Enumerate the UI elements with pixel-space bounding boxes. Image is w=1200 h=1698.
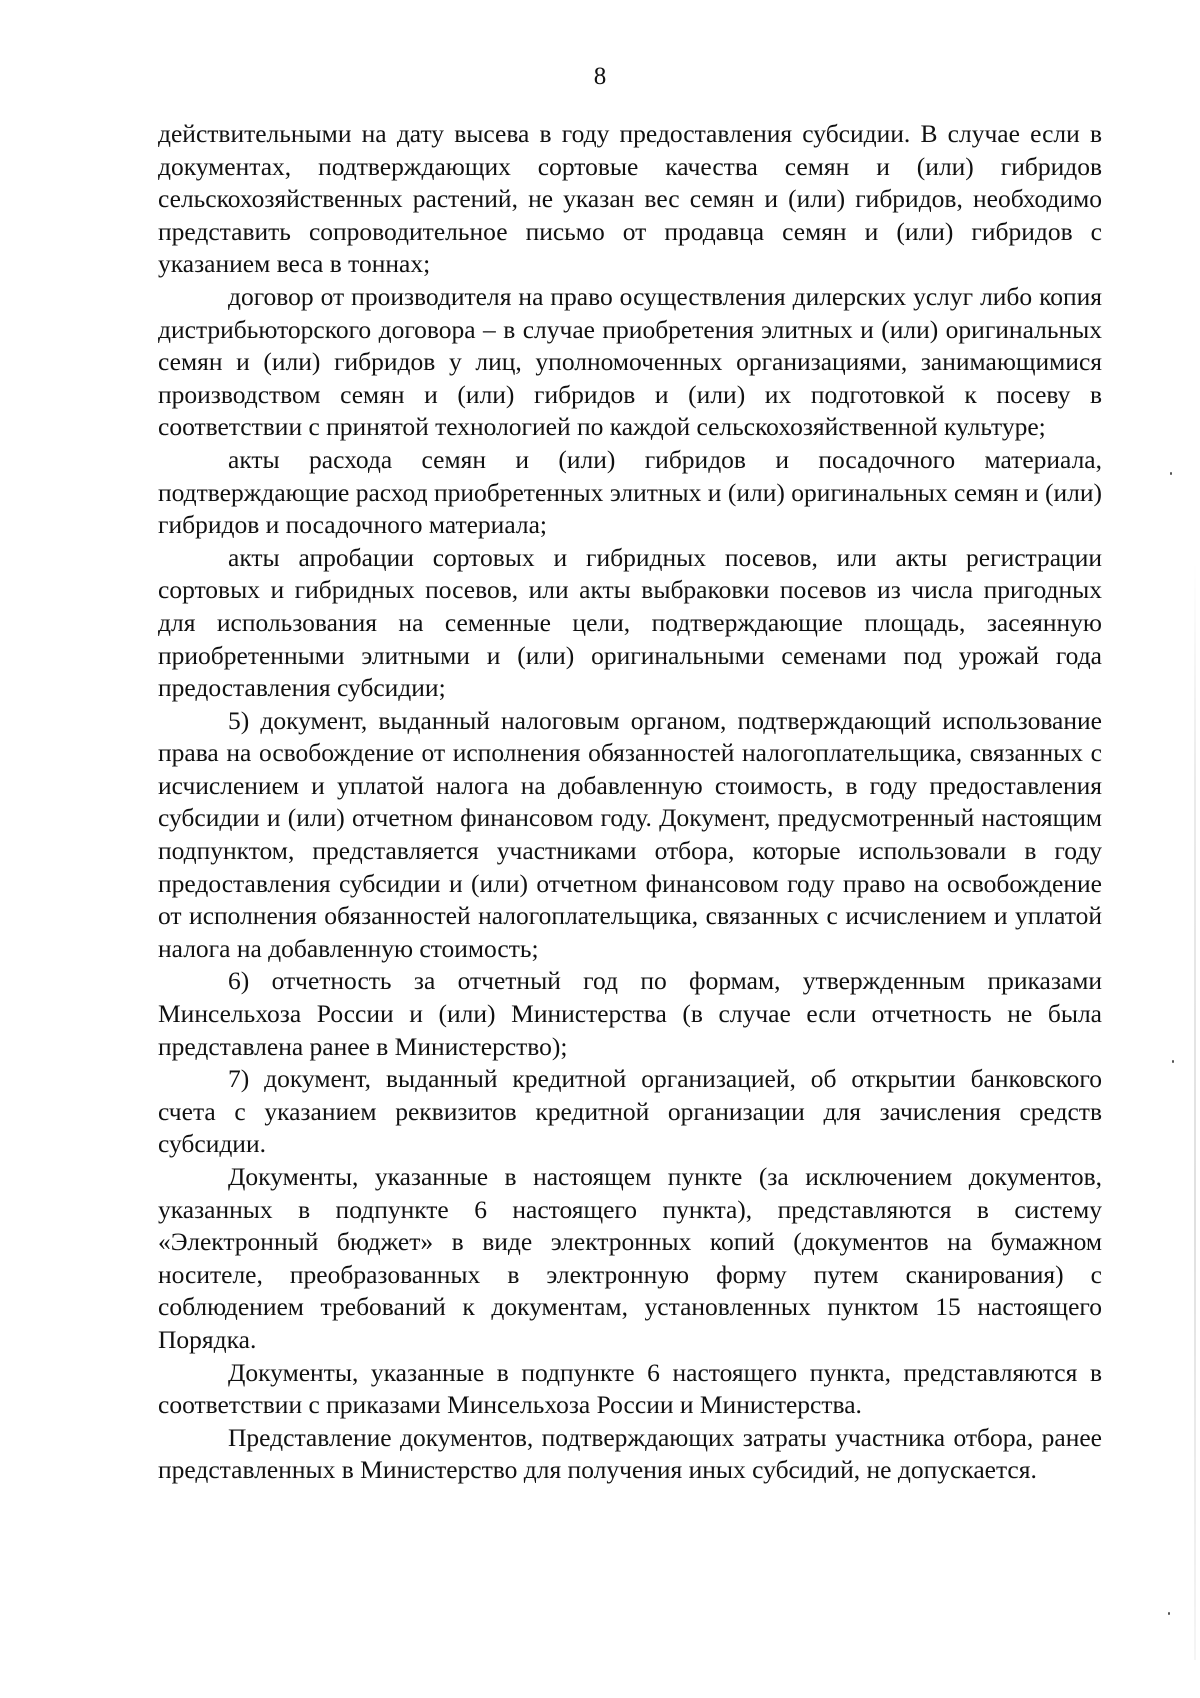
scan-edge-shadow: [1194, 560, 1196, 1660]
scan-speck: [1168, 1612, 1170, 1615]
paragraph-electronic-budget: Документы, указанные в настоящем пункте (за исключением документов, указанных в подпункте 6 настоящего пункта), представляются в систему «Электронный бюджет» в виде электронных копий (документов на бумажном носителе, преобразованных в электронную форму путем сканирования) с соблюдением требований к документам, установленных пунктом 15 настоящего Порядка.: [158, 1162, 1102, 1354]
paragraph-item-6: 6) отчетность за отчетный год по формам, утвержденным приказами Минсельхоза России и (или) Министерства (в случае если отчетность не была представлена ранее в Министерство);: [158, 966, 1102, 1061]
document-body: [158, 118, 1102, 1487]
paragraph-seed-consumption-acts: акты расхода семян и (или) гибридов и посадочного материала, подтверждающие расход приобретенных элитных и (или) оригинальных семян и (или) гибридов и посадочного материала;: [158, 444, 1102, 540]
paragraph-approbation-acts: акты апробации сортовых и гибридных посевов, или акты регистрации сортовых и гибридных посевов, или акты выбраковки посевов из числа пригодных для использования на семенные цели, подтверждающие площадь, засеянную приобретенными элитными и (или) оригинальными семенами под урожай года предоставления субсидии;: [158, 542, 1102, 703]
paragraph-not-permitted: Представление документов, подтверждающих затраты участника отбора, ранее представленных в Министерство для получения иных субсидий, не допускается.: [158, 1422, 1102, 1485]
scan-speck: [1172, 1060, 1174, 1063]
paragraph-item-5: 5) документ, выданный налоговым органом, подтверждающий использование права на освобождение от исполнения обязанностей налогоплательщика, связанных с исчислением и уплатой налога на добавленную стоимость, в году предоставления субсидии и (или) отчетном финансовом году. Документ, предусмотренный настоящим подпунктом, представляется участниками отбора, которые использовали в году предоставления субсидии и (или) отчетном финансовом году право на освобождение от исполнения обязанностей налогоплательщика, связанных с исчислением и уплатой налога на добавленную стоимость;: [158, 705, 1102, 963]
paragraph-item-7: 7) документ, выданный кредитной организацией, об открытии банковского счета с указанием реквизитов кредитной организации для зачисления средств субсидии.: [158, 1064, 1102, 1159]
paragraph-dealer-contract: договор от производителя на право осуществления дилерских услуг либо копия дистрибьюторского договора – в случае приобретения элитных и (или) оригинальных семян и (или) гибридов у лиц, уполномоченных организациями, занимающимися производством семян и (или) гибридов и (или) их подготовкой к посеву в соответствии с принятой технологией по каждой сельскохозяйственной культуре;: [158, 281, 1102, 442]
paragraph-continuation: действительными на дату высева в году предоставления субсидии. В случае если в документах, подтверждающих сортовые качества семян и (или) гибридов сельскохозяйственных растений, не указан вес семян и (или) гибридов, необходимо представить сопроводительное письмо от продавца семян и (или) гибридов с указанием веса в тоннах;: [158, 119, 1102, 279]
page-number: 8: [593, 63, 607, 90]
paragraph-subitem-6-documents: Документы, указанные в подпункте 6 настоящего пункта, представляются в соответствии с приказами Минсельхоза России и Министерства.: [158, 1357, 1102, 1420]
scan-speck: [1170, 472, 1172, 475]
